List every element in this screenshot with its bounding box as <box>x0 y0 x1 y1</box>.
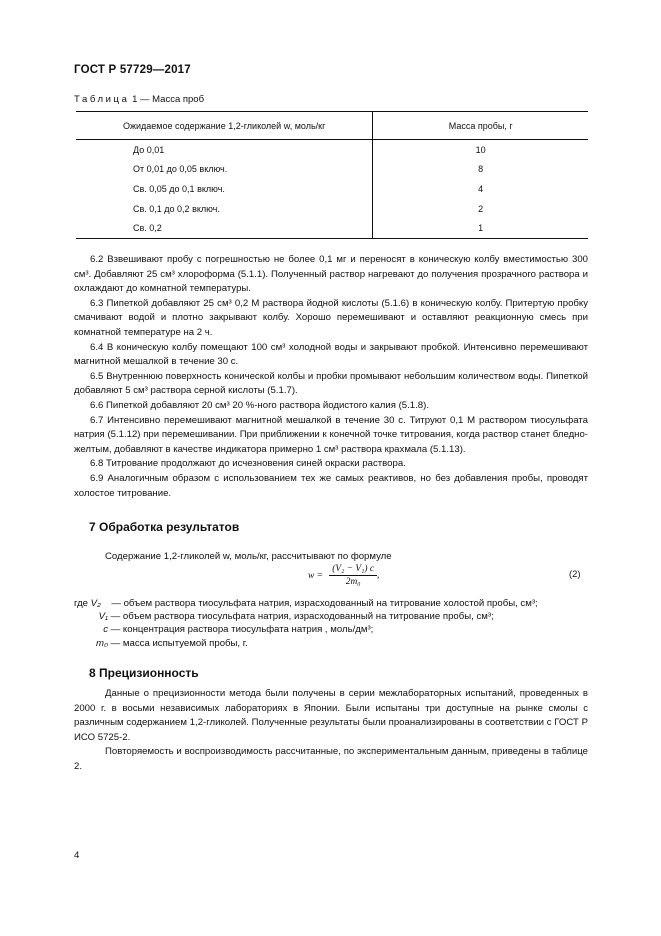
sample-mass-table <box>76 111 588 239</box>
formula-numerator: (V₂ − V₁) c <box>329 564 377 576</box>
procedure-steps <box>74 253 588 501</box>
table-row <box>76 160 588 180</box>
table-row <box>76 179 588 199</box>
variable-description: — масса испытуемой пробы, г. <box>108 637 248 649</box>
table-cell-range: Св. 0,1 до 0,2 включ. <box>76 199 373 219</box>
variable-definition <box>74 610 588 623</box>
procedure-step-6-9: 6.9 Аналогичным образом с использованием тех же самых реактивов, но без добавления пробы, проводят холостое титрование. <box>74 472 588 499</box>
formula-number: (2) <box>569 568 581 579</box>
col-header-sample-mass: Масса пробы, г <box>373 112 588 140</box>
variable-symbol: V₂ <box>90 598 101 609</box>
procedure-step-6-8: 6.8 Титрование продолжают до исчезновения синей окраски раствора. <box>90 458 406 470</box>
standard-designation: ГОСТ Р 57729—2017 <box>74 64 191 76</box>
formula-comma: , <box>377 570 380 581</box>
procedure-step-6-7: 6.7 Интенсивно перемешивают магнитной мешалкой в течение 30 с. Титруют 0,1 М раствором тиосульфата натрия (5.1.12) при перемешивании. При приближении к конечной точке титрования, когда раствор станет бледно-желтым, добавляют в качестве индикатора примерно 1 см³ раствора крахмала (5.1.13). <box>74 414 588 455</box>
table-cell-range: От 0,01 до 0,05 включ. <box>76 160 373 180</box>
table-cell-mass: 2 <box>478 203 484 214</box>
variable-definition <box>74 637 588 650</box>
procedure-step-6-3: 6.3 Пипеткой добавляют 25 см³ 0,2 М раствора йодной кислоты (5.1.6) в коническую колбу. Притертую пробку смачивают водой и плотно закрывают колбу. Хорошо перемешивают и оставляют реакционную смесь при комнатной температуре на 2 ч. <box>74 297 588 338</box>
page-number: 4 <box>74 850 80 861</box>
table-row <box>76 140 588 160</box>
formula-fraction <box>329 564 380 587</box>
formula-denominator: 2m₀ <box>345 577 361 587</box>
procedure-step-6-4: 6.4 В коническую колбу помещают 100 см³ холодной воды и закрывают пробкой. Интенсивно перемешивают магнитной мешалкой в течение 30 с. <box>74 341 588 368</box>
procedure-step-6-5: 6.5 Внутреннюю поверхность конической колбы и пробки промывают небольшим количеством воды. Пипеткой добавляют 5 см³ раствора серной кислоты (5.1.7). <box>74 370 588 397</box>
variable-symbol: c <box>103 624 108 636</box>
formula-2 <box>308 564 379 587</box>
precision-paragraph: Повторяемость и воспроизводимость рассчитанные, по экспериментальным данным, приведены в таблице 2. <box>74 746 588 772</box>
table-cell-mass: 4 <box>478 183 484 194</box>
variable-symbol: m₀ <box>95 637 108 649</box>
variable-definition <box>74 623 588 636</box>
procedure-step-6-2: 6.2 Взвешивают пробу с погрешностью не более 0,1 мг и переносят в коническую колбу вместимостью 300 см³. Добавляют 25 см³ хлороформа (5.1.1). Полученный раствор нагревают до получения прозрачного раствора и охлаждают до комнатной температуры. <box>74 254 588 295</box>
precision-paragraph: Данные о прецизионности метода были получены в серии межлабораторных испытаний, проведенных в 2000 г. в восьми независимых лабораториях в Японии. Были испытаны три доступные на рынке смолы с различным содержанием 1,2-гликолей. Полученные результаты были проанализированы в соответствии с ГОСТ Р ИСО 5725-2. <box>74 688 588 743</box>
section-7-heading: 7 Обработка результатов <box>89 520 240 534</box>
table-caption-word: Таблица <box>74 94 130 105</box>
table-header-row <box>76 112 588 140</box>
variable-description: — концентрация раствора тиосульфата натрия , моль/дм³; <box>108 624 374 636</box>
variable-description: — объем раствора тиосульфата натрия, израсходованный на титрование холостой пробы, см³; <box>108 598 538 609</box>
table-row <box>76 218 588 238</box>
variable-definitions <box>74 597 588 650</box>
variable-definition <box>74 597 588 610</box>
formula-lhs: w = <box>308 570 323 581</box>
section-8-heading: 8 Прецизионность <box>89 666 199 680</box>
table-cell-mass: 8 <box>478 164 484 175</box>
table-cell-mass: 1 <box>373 218 588 238</box>
col-header-expected-content: Ожидаемое содержание 1,2-гликолей w, моль/кг <box>76 112 373 140</box>
precision-text <box>74 687 588 775</box>
table-cell-range: Св. 0,05 до 0,1 включ. <box>76 179 373 199</box>
table-caption-title: 1 — Масса проб <box>132 94 205 105</box>
table-cell-range: Св. 0,2 <box>76 218 373 238</box>
table-caption <box>74 94 204 105</box>
procedure-step-6-6: 6.6 Пипеткой добавляют 20 см³ 20 %-ного раствора йодистого калия (5.1.8). <box>90 399 429 411</box>
table-cell-mass: 10 <box>475 144 486 155</box>
formula-intro: Содержание 1,2-гликолей w, моль/кг, рассчитывают по формуле <box>105 551 392 562</box>
where-prefix: где <box>74 598 91 609</box>
variable-symbol: V₁ <box>98 611 108 623</box>
table-cell-range: До 0,01 <box>76 140 373 160</box>
table-row <box>76 199 588 219</box>
variable-description: — объем раствора тиосульфата натрия, израсходованный на титрование пробы, см³; <box>108 611 494 623</box>
